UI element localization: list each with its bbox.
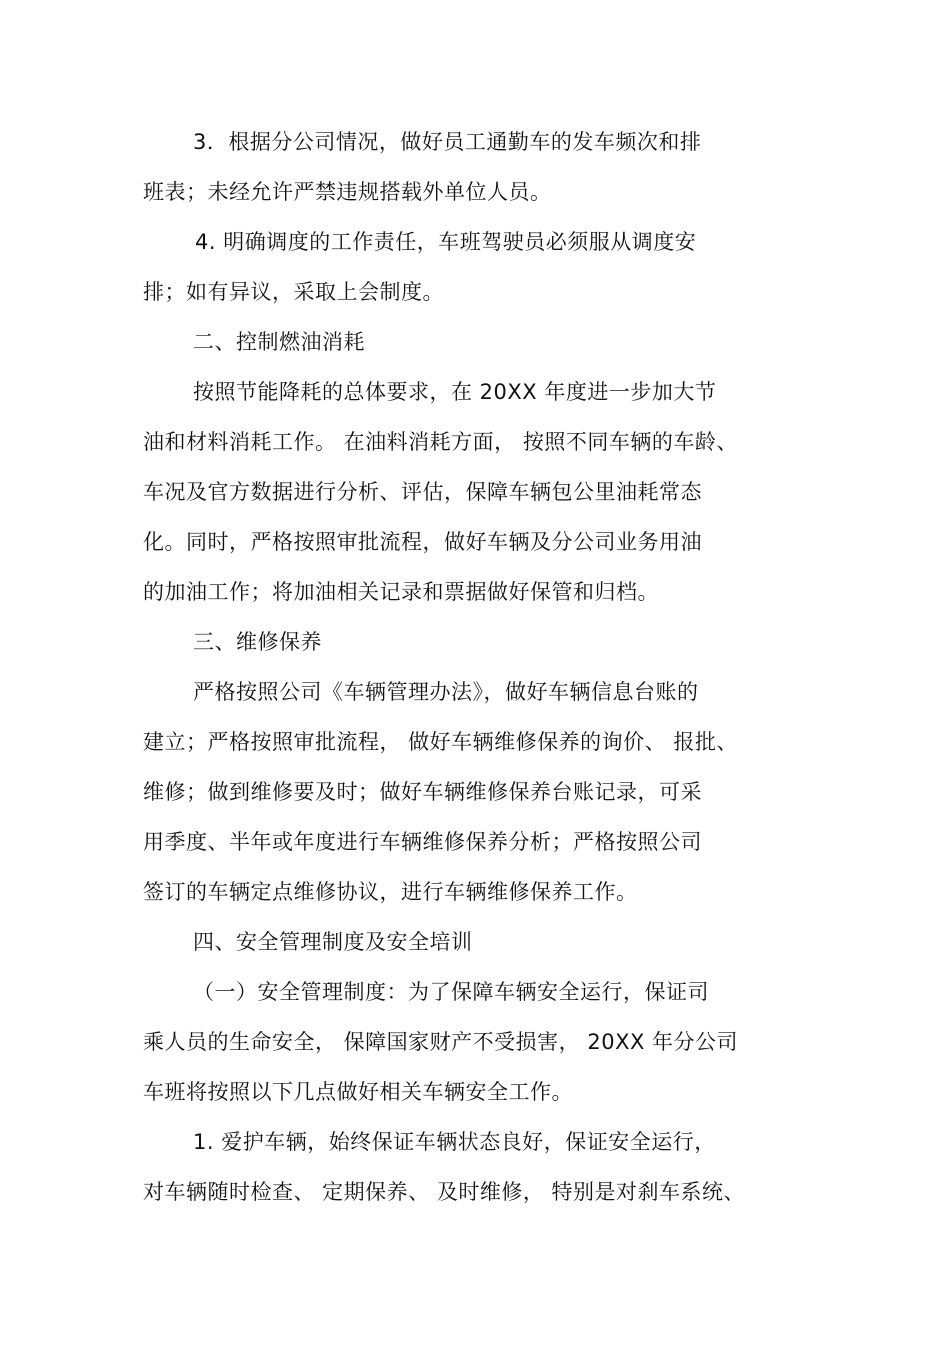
text-line: 3．根据分公司情况，做好员工通勤车的发车频次和排 <box>193 130 702 154</box>
text-line: 车班将按照以下几点做好相关车辆安全工作。 <box>143 1080 573 1104</box>
text-line: 排；如有异议，采取上会制度。 <box>143 280 444 304</box>
text-line: 车况及官方数据进行分析、评估，保障车辆包公里油耗常态 <box>143 480 702 504</box>
text-line: （一）安全管理制度：为了保障车辆安全运行，保证司 <box>193 980 709 1004</box>
text-line: 对车辆随时检查、 定期保养、 及时维修， 特别是对刹车系统、 <box>143 1180 746 1204</box>
text-line: 乘人员的生命安全， 保障国家财产不受损害， 20XX 年分公司 <box>143 1030 739 1054</box>
text-line: 油和材料消耗工作。 在油料消耗方面， 按照不同车辆的车龄、 <box>143 430 738 454</box>
text-line: 签订的车辆定点维修协议，进行车辆维修保养工作。 <box>143 880 638 904</box>
text-line: 按照节能降耗的总体要求，在 20XX 年度进一步加大节 <box>193 380 717 404</box>
text-line: 用季度、半年或年度进行车辆维修保养分析；严格按照公司 <box>143 830 702 854</box>
section-heading: 二、控制燃油消耗 <box>193 330 365 354</box>
section-heading: 四、安全管理制度及安全培训 <box>193 930 473 954</box>
text-line: 的加油工作；将加油相关记录和票据做好保管和归档。 <box>143 580 659 604</box>
section-heading: 三、维修保养 <box>193 630 322 654</box>
text-line: 4. 明确调度的工作责任，车班驾驶员必须服从调度安 <box>195 230 697 254</box>
text-line: 化。同时，严格按照审批流程，做好车辆及分公司业务用油 <box>143 530 702 554</box>
text-line: 1. 爱护车辆，始终保证车辆状态良好，保证安全运行， <box>193 1130 716 1154</box>
text-line: 班表；未经允许严禁违规搭载外单位人员。 <box>143 180 552 204</box>
text-line: 维修；做到维修要及时；做好车辆维修保养台账记录，可采 <box>143 780 702 804</box>
text-line: 建立；严格按照审批流程， 做好车辆维修保养的询价、 报批、 <box>143 730 738 754</box>
text-line: 严格按照公司《车辆管理办法》，做好车辆信息台账的 <box>193 680 699 704</box>
